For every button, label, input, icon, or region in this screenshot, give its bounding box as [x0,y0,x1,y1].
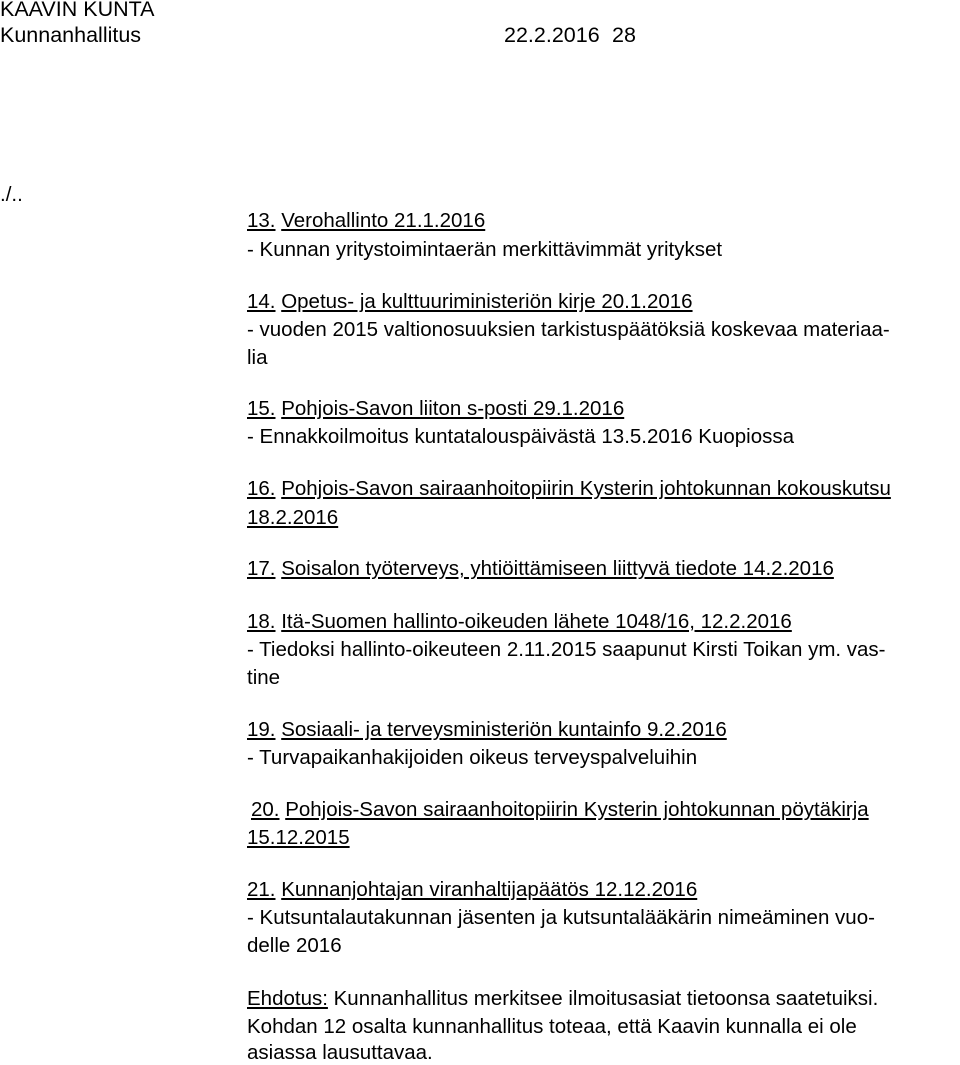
item-20-line-1: 15.12.2015 [247,826,350,849]
item-14-title: 14. Opetus- ja kulttuuriministeriön kirje 20.1.2016 [247,290,693,313]
page-number: 28 [612,23,636,47]
item-14-line-2: lia [247,346,268,369]
item-14-line-1: - vuoden 2015 valtionosuuksien tarkistuspäätöksiä koskevaa materiaa- [247,318,890,341]
item-18-line-2: tine [247,666,281,689]
item-13-line-1: - Kunnan yritystoimintaerän merkittävimmät yritykset [247,238,723,261]
proposal-line-2: Kohdan 12 osalta kunnanhallitus toteaa, että Kaavin kunnalla ei ole [247,1015,857,1038]
item-20-title: 20. Pohjois-Savon sairaanhoitopiirin Kysterin johtokunnan pöytäkirja [251,798,869,821]
item-16-title: 16. Pohjois-Savon sairaanhoitopiirin Kysterin johtokunnan kokouskutsu [247,477,891,500]
item-15-title: 15. Pohjois-Savon liiton s-posti 29.1.2016 [247,397,625,420]
meeting-date: 22.2.2016 [504,23,600,47]
item-13-title: 13. Verohallinto 21.1.2016 [247,209,486,232]
item-19-title: 19. Sosiaali- ja terveysministeriön kuntainfo 9.2.2016 [247,718,727,741]
item-21-line-1: - Kutsuntalautakunnan jäsenten ja kutsuntalääkärin nimeäminen vuo- [247,906,875,929]
item-16-line-1: 18.2.2016 [247,506,339,529]
item-15-line-1: - Ennakkoilmoitus kuntatalouspäivästä 13.5.2016 Kuopiossa [247,425,795,448]
body-name: Kunnanhallitus [0,23,142,47]
proposal-text: Kunnanhallitus merkitsee ilmoitusasiat tietoonsa saatetuiksi. [333,987,879,1010]
continuation-mark: ./.. [0,183,23,206]
proposal-label: Ehdotus: [247,987,328,1010]
item-18-line-1: - Tiedoksi hallinto-oikeuteen 2.11.2015 saapunut Kirsti Toikan ym. vas- [247,638,886,661]
item-18-title: 18. Itä-Suomen hallinto-oikeuden lähete 1048/16, 12.2.2016 [247,610,792,633]
item-21-title: 21. Kunnanjohtajan viranhaltijapäätös 12.12.2016 [247,878,698,901]
item-21-line-2: delle 2016 [247,934,342,957]
proposal-line-1 [247,987,878,1011]
proposal-line-3: asiassa lausuttavaa. [247,1041,433,1064]
item-17-title: 17. Soisalon työterveys, yhtiöittämiseen liittyvä tiedote 14.2.2016 [247,557,834,580]
org-name: KAAVIN KUNTA [0,0,155,21]
item-19-line-1: - Turvapaikanhakijoiden oikeus terveyspalveluihin [247,746,698,769]
